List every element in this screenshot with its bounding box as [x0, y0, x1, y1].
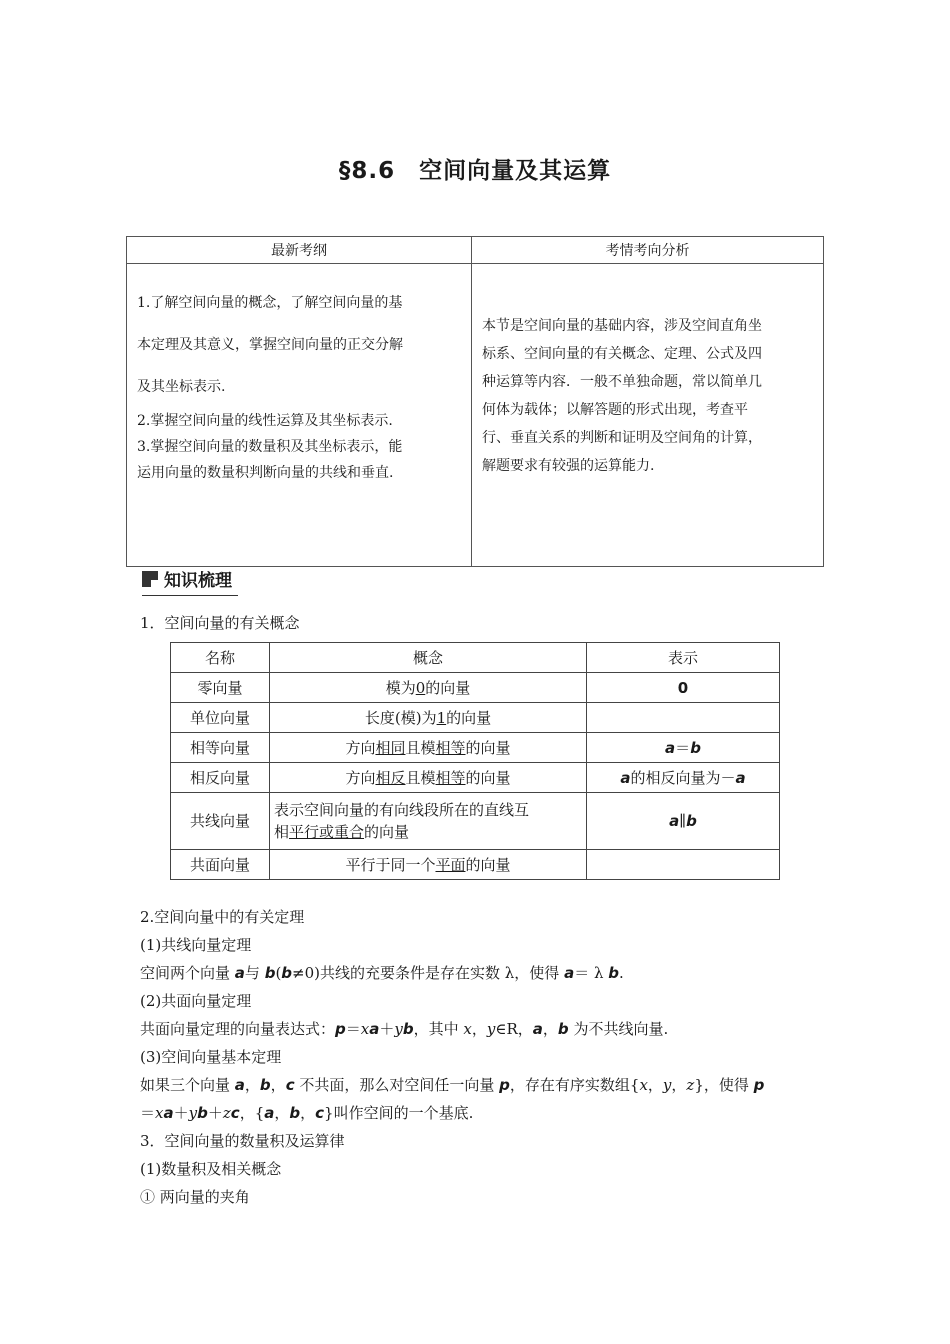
syllabus-header-right: 考情考向分析 — [472, 237, 824, 264]
requirement-line: 3.掌握空间向量的数量积及其坐标表示，能 — [137, 439, 403, 455]
analysis-line: 行、垂直关系的判断和证明及空间角的计算， — [482, 430, 762, 446]
subsection-title: (1)数量积及相关概念 — [140, 1160, 282, 1178]
syllabus-analysis — [472, 264, 824, 567]
theorem-1-text: 空间两个向量 a与 b(b≠0)共线的充要条件是存在实数 λ，使得 a＝ λ b. — [140, 964, 624, 982]
cell-concept: 模为0的向量 — [270, 673, 587, 703]
cell-concept: 平行于同一个平面的向量 — [270, 850, 587, 880]
cell-notation: 0 — [587, 673, 780, 703]
cell-name: 相等向量 — [171, 733, 270, 763]
table-row — [171, 703, 780, 733]
cell-name: 共面向量 — [171, 850, 270, 880]
cell-concept: 表示空间向量的有向线段所在的直线互 相平行或重合的向量 — [270, 793, 587, 850]
table-row — [171, 763, 780, 793]
cell-concept: 方向相反且模相等的向量 — [270, 763, 587, 793]
theorem-1-title: (1)共线向量定理 — [140, 936, 252, 954]
requirement-line: 本定理及其意义，掌握空间向量的正交分解 — [137, 337, 403, 353]
subsection-item: ① 两向量的夹角 — [140, 1188, 250, 1206]
theorem-3-title: (3)空间向量基本定理 — [140, 1048, 282, 1066]
table-row — [171, 673, 780, 703]
theorem-3-text-line-2: ＝xa＋yb＋zc，{a，b，c}叫作空间的一个基底. — [140, 1104, 474, 1122]
col-header-concept: 概念 — [270, 643, 587, 673]
cell-notation: a＝b — [587, 733, 780, 763]
analysis-line: 本节是空间向量的基础内容，涉及空间直角坐 — [482, 318, 762, 334]
analysis-line: 何体为载体；以解答题的形式出现，考查平 — [482, 402, 748, 418]
analysis-line: 标系、空间向量的有关概念、定理、公式及四 — [482, 346, 762, 362]
cell-name: 单位向量 — [171, 703, 270, 733]
syllabus-requirements — [127, 264, 472, 567]
item-3-heading: 3．空间向量的数量积及运算律 — [140, 1132, 345, 1150]
cell-notation: a∥b — [587, 793, 780, 850]
cell-name: 相反向量 — [171, 763, 270, 793]
cell-notation — [587, 703, 780, 733]
section-heading — [142, 566, 238, 596]
cell-notation: a的相反向量为－a — [587, 763, 780, 793]
requirement-line: 1.了解空间向量的概念，了解空间向量的基 — [137, 295, 403, 311]
section-title: 知识梳理 — [164, 571, 232, 591]
cell-concept: 长度(模)为1的向量 — [270, 703, 587, 733]
analysis-line: 解题要求有较强的运算能力. — [482, 458, 655, 474]
theorem-2-title: (2)共面向量定理 — [140, 992, 252, 1010]
theorem-3-text-line-1: 如果三个向量 a，b，c 不共面，那么对空间任一向量 p，存在有序实数组{x，y，z}，使得 p — [140, 1076, 765, 1094]
cell-name: 共线向量 — [171, 793, 270, 850]
col-header-notation: 表示 — [587, 643, 780, 673]
table-row — [171, 733, 780, 763]
requirement-line: 2.掌握空间向量的线性运算及其坐标表示. — [137, 413, 393, 429]
col-header-name: 名称 — [171, 643, 270, 673]
cell-concept: 方向相同且模相等的向量 — [270, 733, 587, 763]
page-title: §8.6 空间向量及其运算 — [338, 158, 612, 184]
requirement-line: 运用向量的数量积判断向量的共线和垂直. — [137, 465, 394, 481]
syllabus-header-left: 最新考纲 — [127, 237, 472, 264]
item-2-heading: 2.空间向量中的有关定理 — [140, 908, 305, 926]
section-marker-icon — [142, 571, 158, 587]
table-row — [171, 850, 780, 880]
cell-notation — [587, 850, 780, 880]
cell-name: 零向量 — [171, 673, 270, 703]
item-1-heading: 1．空间向量的有关概念 — [140, 614, 300, 632]
syllabus-table — [126, 236, 824, 567]
analysis-line: 种运算等内容．一般不单独命题，常以简单几 — [482, 374, 762, 390]
theorem-2-text: 共面向量定理的向量表达式：p＝xa＋yb，其中 x，y∈R，a，b 为不共线向量. — [140, 1020, 669, 1038]
table-row — [171, 793, 780, 850]
concept-table — [170, 642, 780, 880]
requirement-line: 及其坐标表示. — [137, 379, 226, 395]
